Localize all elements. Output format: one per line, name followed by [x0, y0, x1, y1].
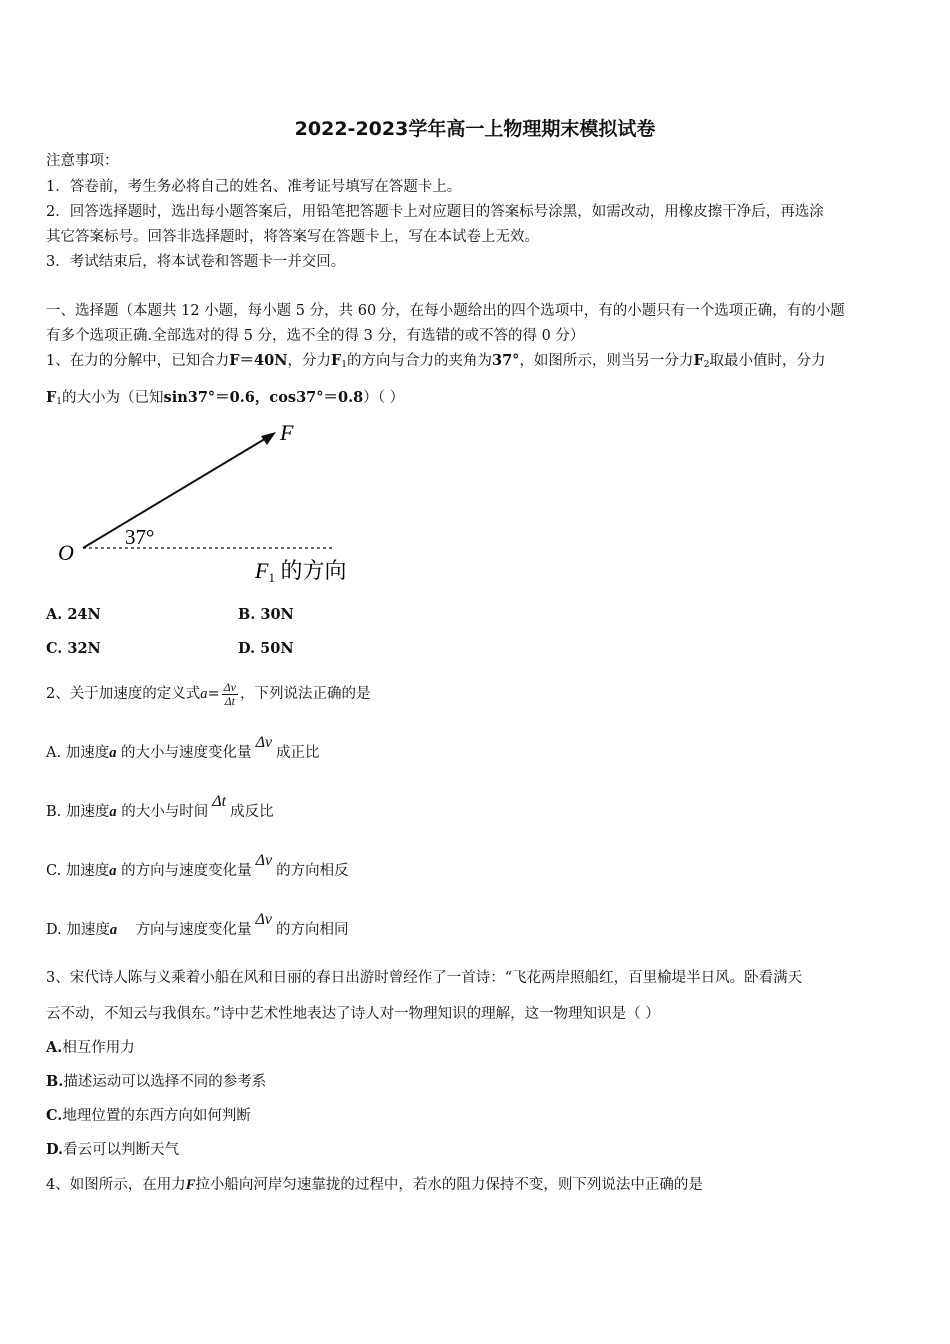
page-title: 2022-2023学年高一上物理期末模拟试卷	[294, 118, 656, 140]
acceleration-formula: $\frac{\Delta v}{\Delta t}$	[223, 679, 237, 708]
label-f: F	[280, 420, 294, 445]
q1-text: ，分力	[287, 353, 331, 369]
q1-sub: 2	[703, 360, 710, 370]
resultant-force-arrow	[83, 434, 273, 548]
notice-item: 3．考试结束后，将本试卷和答题卡一并交回。	[46, 254, 346, 270]
q1-option-a[interactable]: A. 24N	[46, 606, 101, 623]
q3-stem-cont: 云不动，不知云与我俱东。”诗中艺术性地表达了诗人对一物理知识的理解，这一物理知识是（ ）	[46, 1006, 660, 1022]
q1-option-c[interactable]: C. 32N	[46, 640, 101, 657]
q1-force: F＝40N	[229, 352, 288, 369]
q2-stem	[46, 676, 371, 712]
q2-text: 2、关于加速度的定义式	[46, 686, 201, 702]
q1-text: 1、在力的分解中，已知合力	[46, 353, 230, 369]
q1-stem-cont	[46, 388, 404, 412]
q1-sub: 1	[341, 360, 347, 370]
q1-var: F	[693, 352, 704, 369]
section-heading-cont: 有多个选项正确.全部选对的得 5 分，选不全的得 3 分，有选错的或不答的得 0 分）	[46, 328, 585, 344]
formula-lhs: a	[200, 686, 208, 702]
q1-text: 的方向与合力的夹角为	[347, 353, 492, 369]
force-diagram	[50, 418, 380, 593]
q3-option-c[interactable]: C.地理位置的东西方向如何判断	[46, 1107, 251, 1124]
q1-given: sin37°＝0.6，cos37°＝0.8	[163, 389, 364, 406]
q1-angle: 37°	[492, 352, 520, 369]
label-angle: 37°	[125, 525, 155, 549]
section-heading: 一、选择题（本题共 12 小题，每小题 5 分，共 60 分，在每小题给出的四个选项中，有的小题只有一个选项正确，有的小题	[46, 303, 845, 319]
label-origin: O	[58, 540, 74, 565]
notice-heading: 注意事项：	[46, 153, 119, 169]
q2-text: ，下列说法正确的是	[240, 686, 371, 702]
notice-item: 其它答案标号。回答非选择题时，将答案写在答题卡上，写在本试卷上无效。	[46, 229, 539, 245]
q3-option-d[interactable]: D.看云可以判断天气	[46, 1141, 180, 1158]
q1-stem	[46, 351, 825, 375]
q1-var: F	[46, 389, 57, 406]
notice-item: 1．答卷前，考生务必将自己的姓名、准考证号填写在答题卡上。	[46, 179, 462, 195]
q1-blank: ）（ ）	[363, 390, 405, 406]
q3-stem: 3、宋代诗人陈与义乘着小船在风和日丽的春日出游时曾经作了一首诗：“飞花两岸照船红，百里榆堤半日风。卧看满天	[46, 970, 803, 986]
q2-option-d[interactable]: D. 加速度a 方向与速度变化量Δv的方向相同	[46, 911, 349, 938]
q1-sub: 1	[56, 397, 63, 407]
q1-option-d[interactable]: D. 50N	[238, 640, 294, 657]
q3-option-a[interactable]: A.相互作用力	[46, 1039, 135, 1056]
formula-eq: =	[207, 686, 220, 702]
q1-text: 的大小为（已知	[62, 390, 164, 406]
q1-text: ，如图所示，则当另一分力	[519, 353, 694, 369]
q4-stem: 4、如图所示，在用力F拉小船向河岸匀速靠拢的过程中，若水的阻力保持不变，则下列说法中正确的是	[46, 1177, 703, 1193]
q1-var: F	[330, 352, 342, 369]
q3-option-b[interactable]: B.描述运动可以选择不同的参考系	[46, 1073, 267, 1090]
q2-option-b[interactable]: B. 加速度a 的大小与时间Δt成反比	[46, 793, 274, 820]
notice-item: 2．回答选择题时，选出每小题答案后，用铅笔把答题卡上对应题目的答案标号涂黑，如需改动，用橡皮擦干净后，再选涂	[46, 204, 824, 220]
label-f1-direction: F1 的方向	[255, 558, 347, 585]
q1-option-b[interactable]: B. 30N	[238, 606, 294, 623]
q1-text: 取最小值时，分力	[709, 353, 826, 369]
q2-option-c[interactable]: C. 加速度a 的方向与速度变化量Δv的方向相反	[46, 852, 349, 879]
arrow-head-icon	[261, 432, 276, 445]
q2-option-a[interactable]: A. 加速度a 的大小与速度变化量Δv成正比	[46, 734, 320, 761]
